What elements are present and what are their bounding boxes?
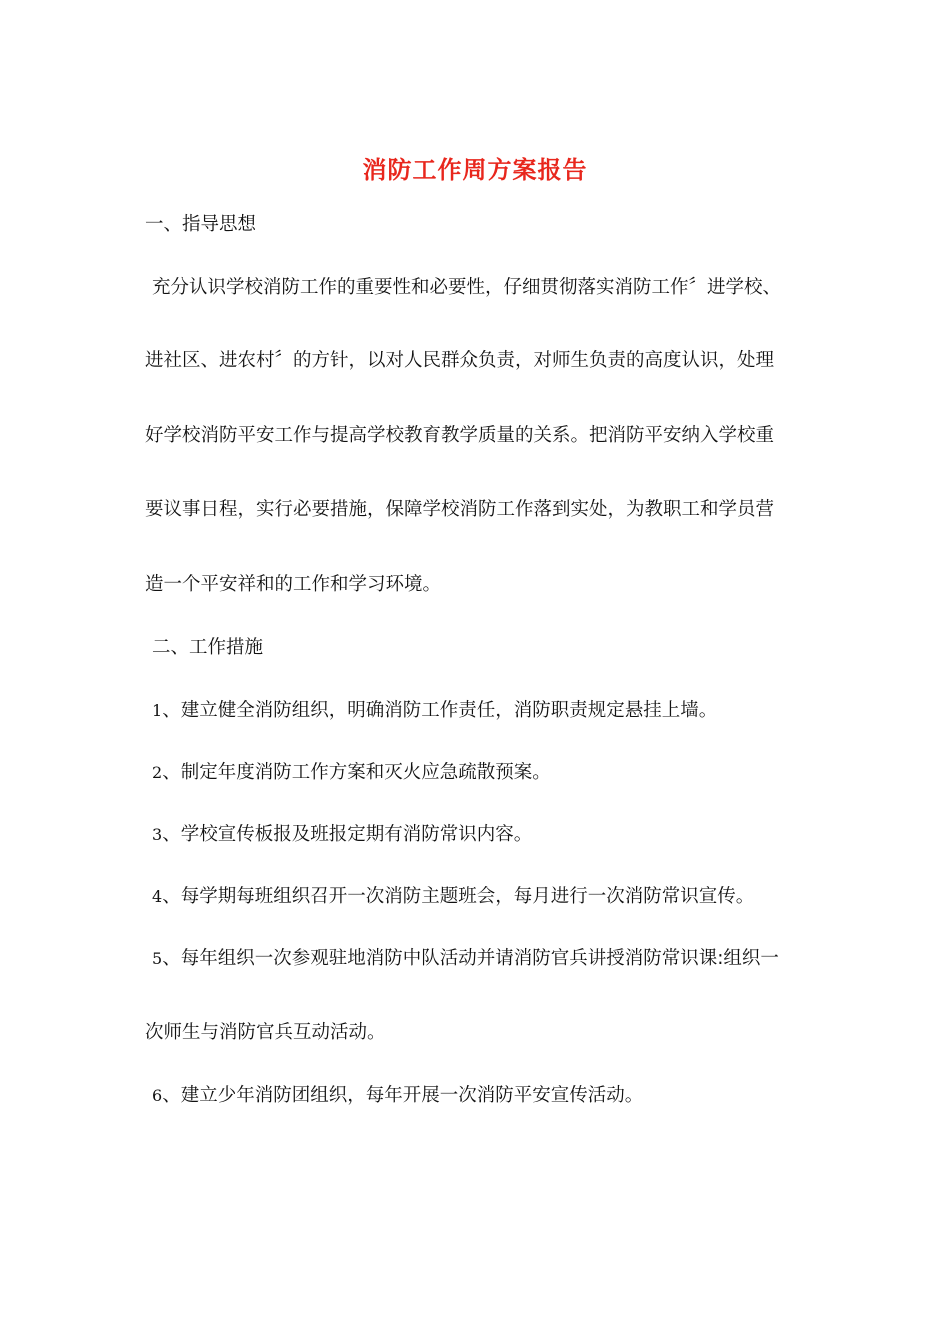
paragraph-line-3: 好学校消防平安工作与提高学校教育教学质量的关系。把消防平安纳入学校重 bbox=[145, 425, 775, 446]
list-item-text: 、每学期每班组织召开一次消防主题班会，每月进行一次消防常识宣传。 bbox=[162, 886, 755, 907]
paragraph-line-5: 造一个平安祥和的工作和学习环境。 bbox=[145, 574, 442, 595]
paragraph-line-2: 进社区、进农村〞的方针，以对人民群众负责，对师生负责的高度认识，处理 bbox=[145, 350, 775, 371]
list-item-number: 4 bbox=[152, 887, 163, 906]
list-item-text: 、每年组织一次参观驻地消防中队活动并请消防官兵讲授消防常识课:组织一 bbox=[162, 948, 779, 969]
list-item-text: 、建立健全消防组织，明确消防工作责任，消防职责规定悬挂上墙。 bbox=[162, 700, 718, 721]
paragraph-line-4: 要议事日程，实行必要措施，保障学校消防工作落到实处，为教职工和学员营 bbox=[145, 499, 775, 520]
document-title: 消防工作周方案报告 bbox=[362, 155, 588, 184]
list-item-number: 2 bbox=[152, 763, 163, 782]
section-heading-work-measures: 二、工作措施 bbox=[152, 637, 264, 658]
list-item bbox=[152, 699, 812, 723]
list-item-text: 、学校宣传板报及班报定期有消防常识内容。 bbox=[162, 824, 533, 845]
list-item bbox=[152, 1084, 812, 1108]
section-heading-guiding-ideology: 一、指导思想 bbox=[145, 214, 257, 235]
list-item-continuation: 次师生与消防官兵互动活动。 bbox=[145, 1022, 386, 1043]
paragraph-line-1: 充分认识学校消防工作的重要性和必要性，仔细贯彻落实消防工作〞进学校、 bbox=[152, 277, 782, 298]
list-item bbox=[152, 947, 812, 971]
list-item-number: 1 bbox=[152, 701, 163, 720]
list-item-number: 5 bbox=[152, 949, 163, 968]
list-item bbox=[152, 823, 812, 847]
list-item-number: 3 bbox=[152, 825, 163, 844]
list-item bbox=[152, 885, 812, 909]
list-item-text: 、制定年度消防工作方案和灭火应急疏散预案。 bbox=[162, 762, 551, 783]
list-item bbox=[152, 761, 812, 785]
list-item-number: 6 bbox=[152, 1086, 163, 1105]
list-item-text: 、建立少年消防团组织，每年开展一次消防平安宣传活动。 bbox=[162, 1085, 644, 1106]
